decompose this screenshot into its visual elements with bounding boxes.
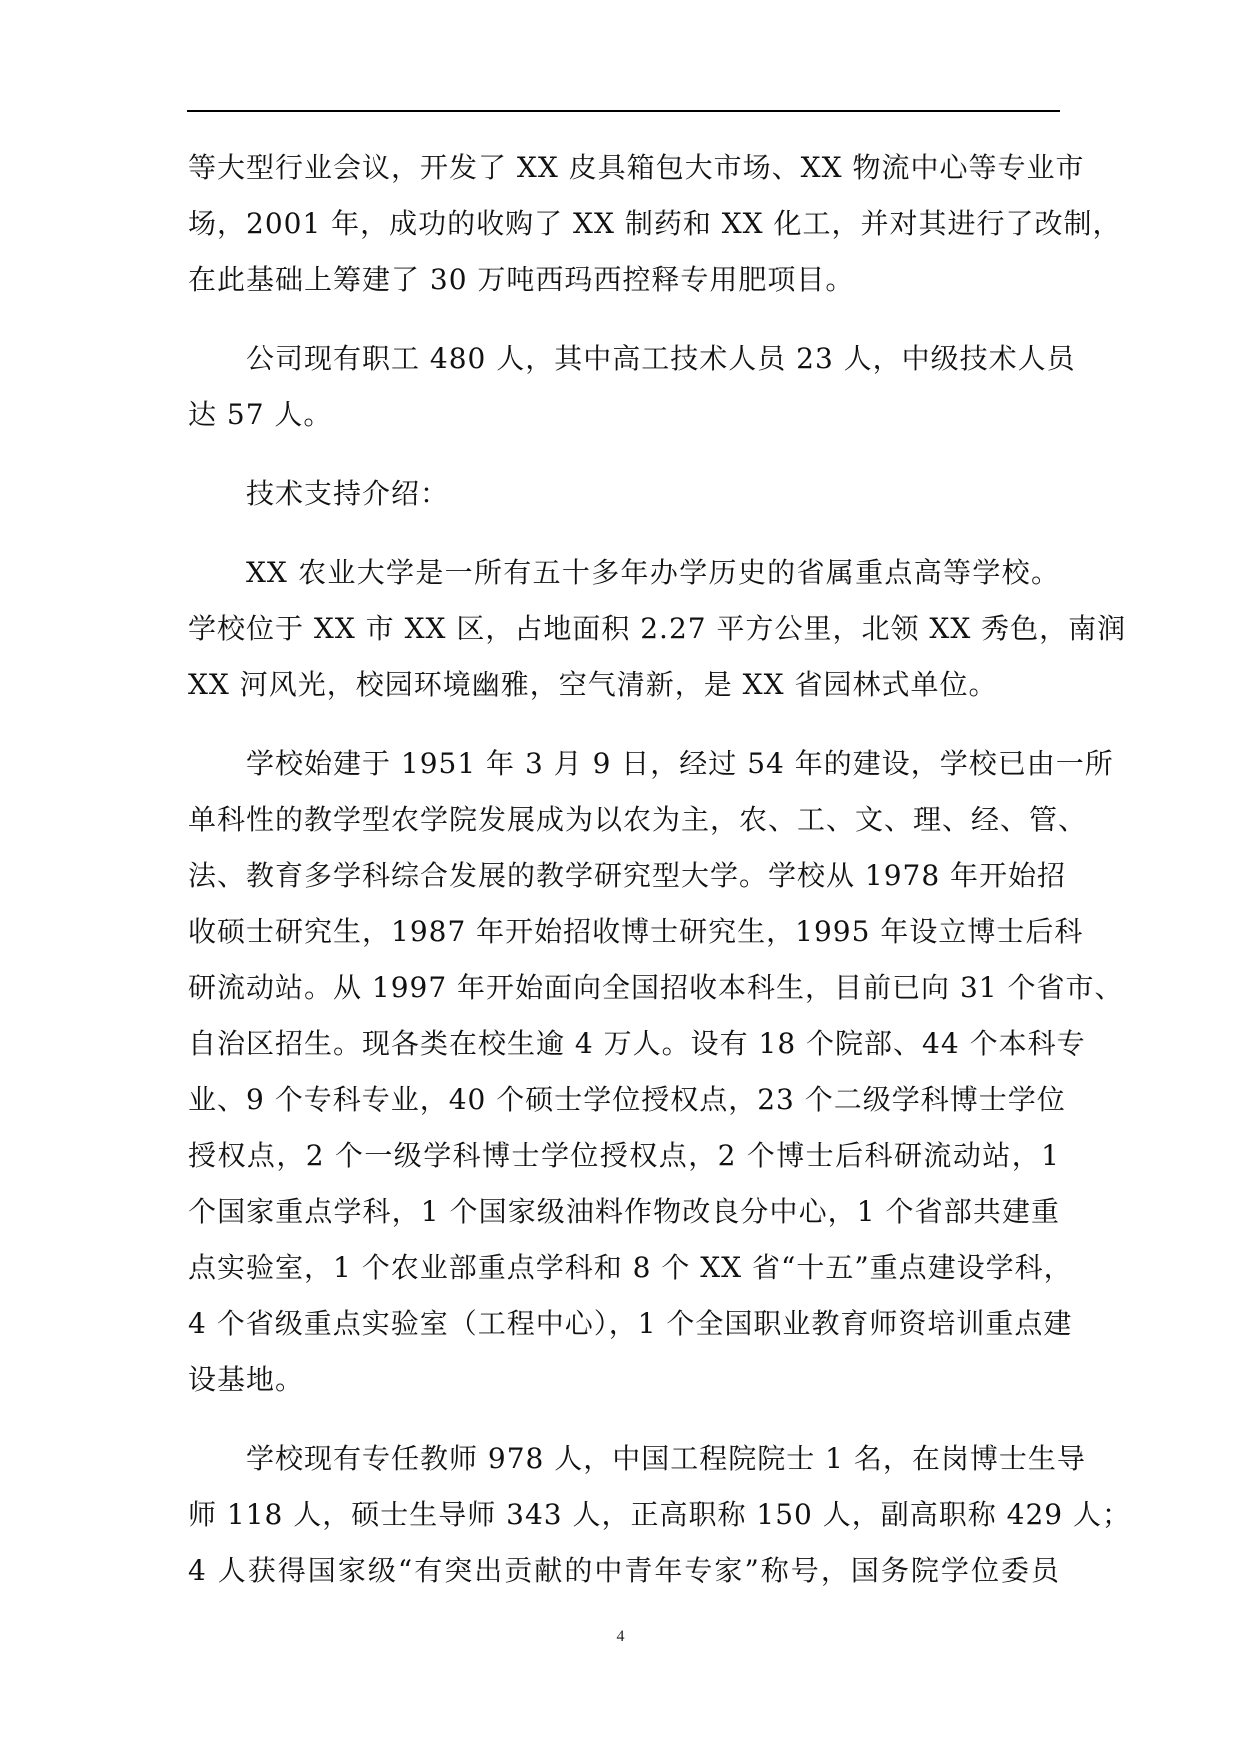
text-line: 业、9 个专科专业，40 个硕士学位授权点，23 个二级学科博士学位 — [188, 1083, 1066, 1116]
text-line: 点实验室，1 个农业部重点学科和 8 个 XX 省“十五”重点建设学科， — [188, 1251, 1073, 1284]
text-line: 研流动站。从 1997 年开始面向全国招收本科生，目前已向 31 个省市、 — [188, 971, 1124, 1004]
text-line: XX 农业大学是一所有五十多年办学历史的省属重点高等学校。 — [246, 556, 1060, 589]
text-line: 师 118 人，硕士生导师 343 人，正高职称 150 人，副高职称 429 人； — [188, 1498, 1131, 1531]
text-line: 技术支持介绍： — [246, 477, 450, 510]
text-line: 学校始建于 1951 年 3 月 9 日，经过 54 年的建设，学校已由一所 — [246, 747, 1114, 780]
text-line: 授权点，2 个一级学科博士学位授权点，2 个博士后科研流动站，1 — [188, 1139, 1060, 1172]
header-rule — [187, 110, 1060, 112]
text-line: 在此基础上筹建了 30 万吨西玛西控释专用肥项目。 — [188, 263, 855, 296]
text-line: 4 人获得国家级“有突出贡献的中青年专家”称号，国务院学位委员 — [188, 1554, 1060, 1587]
text-line: 等大型行业会议，开发了 XX 皮具箱包大市场、XX 物流中心等专业市 — [188, 151, 1085, 184]
text-line: 学校位于 XX 市 XX 区，占地面积 2.27 平方公里，北领 XX 秀色，南润 — [188, 612, 1127, 645]
paragraph-1 — [188, 140, 1122, 308]
paragraph-6 — [188, 1431, 1131, 1599]
text-line: 收硕士研究生，1987 年开始招收博士研究生，1995 年设立博士后科 — [188, 915, 1084, 948]
body-text — [188, 140, 1131, 1622]
paragraph-2 — [188, 331, 1076, 443]
paragraph-3 — [188, 466, 1060, 522]
paragraph-5 — [188, 736, 1124, 1408]
text-line: 学校现有专任教师 978 人，中国工程院院士 1 名，在岗博士生导 — [246, 1442, 1086, 1475]
text-line: 场，2001 年，成功的收购了 XX 制药和 XX 化工，并对其进行了改制， — [188, 207, 1122, 240]
text-line: 公司现有职工 480 人，其中高工技术人员 23 人，中级技术人员 — [246, 342, 1076, 375]
text-line: 法、教育多学科综合发展的教学研究型大学。学校从 1978 年开始招 — [188, 859, 1067, 892]
text-line: 自治区招生。现各类在校生逾 4 万人。设有 18 个院部、44 个本科专 — [188, 1027, 1086, 1060]
text-line: 4 个省级重点实验室（工程中心），1 个全国职业教育师资培训重点建 — [188, 1307, 1073, 1340]
paragraph-4 — [188, 545, 1127, 713]
text-line: XX 河风光，校园环境幽雅，空气清新，是 XX 省园林式单位。 — [188, 668, 998, 701]
text-line: 达 57 人。 — [188, 398, 333, 431]
page-number: 4 — [616, 1628, 625, 1645]
text-line: 设基地。 — [188, 1363, 305, 1396]
text-line: 单科性的教学型农学院发展成为以农为主，农、工、文、理、经、管、 — [188, 803, 1088, 836]
text-line: 个国家重点学科，1 个国家级油料作物改良分中心，1 个省部共建重 — [188, 1195, 1060, 1228]
